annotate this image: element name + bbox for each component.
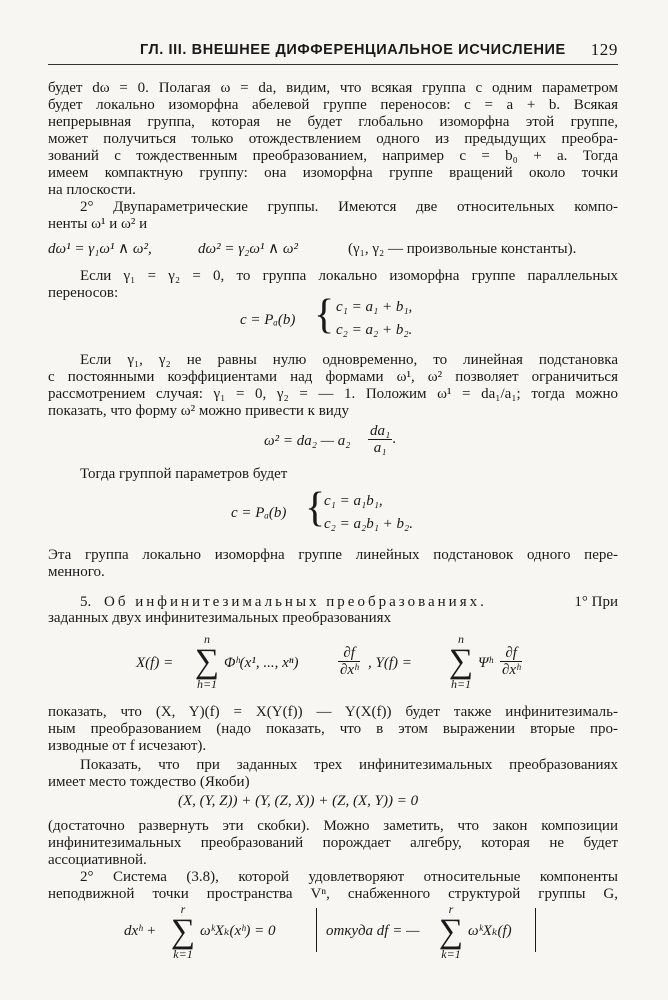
text-line: заданных двух инфинитезимальных преобразованиях xyxy=(48,610,392,626)
sum-lower: k=1 xyxy=(173,947,193,961)
text-line: будет локально изоморфна абелевой группе переносов: c = a + b. Всякая xyxy=(48,97,618,113)
sum-operator xyxy=(438,902,464,962)
text-line: может получиться только отождествлением одного из предыдущих преобра- xyxy=(48,131,618,147)
text-line: рассмотрением случая: γ₁ = 0, γ₂ = — 1. Положим ω¹ = da₁/a₁; тогда можно xyxy=(48,386,618,402)
text-line: ненты ω¹ и ω² и xyxy=(48,216,148,232)
sum-operator xyxy=(194,632,220,692)
text-line: будет dω = 0. Полагая ω = da, видим, что всякая группа с одним параметром xyxy=(48,80,618,96)
text-line: имеет место тождество (Якоби) xyxy=(48,774,250,790)
text-line: Тогда группой параметров будет xyxy=(80,466,288,482)
text-line: с постоянными коэффициентами над формами ω¹, ω² позволяет ограничиться xyxy=(48,369,618,385)
section-title: Об инфинитезимальных преобразованиях. xyxy=(104,594,487,610)
text-line: неподвижной точки пространства Vⁿ, снабженного структурой группы G, xyxy=(48,886,618,902)
fraction: $\frac{\text{da₁}}{\text{a₁}}$ . xyxy=(370,423,396,456)
equation-body: Φʰ(x¹, ..., xⁿ) xyxy=(224,655,299,671)
text-line: зований с тождественным преобразованием, например c = b₀ + a. Тогда xyxy=(48,148,618,164)
running-header xyxy=(48,40,618,62)
fraction-denominator: ∂xʰ xyxy=(502,662,521,678)
equation-dw1: dω¹ = γ₁ω¹ ∧ ω², xyxy=(48,241,152,257)
equation-group-lhs: c = Pₐ(b) xyxy=(231,505,287,521)
fraction-denominator: a₁ xyxy=(373,440,387,456)
sum-lower: h=1 xyxy=(196,677,218,691)
equation-body: ωᵏXₖ(f) xyxy=(468,923,512,939)
sum-lower: h=1 xyxy=(450,677,472,691)
equation-dw2: dω² = γ₂ω¹ ∧ ω² xyxy=(198,241,298,257)
equation-note: откуда df = — xyxy=(326,923,420,939)
text-line: Показать, что при заданных трех инфинитезимальных преобразованиях xyxy=(80,757,618,773)
equation-body: Ψʰ xyxy=(478,655,493,671)
sigma-symbol: ∑ xyxy=(438,913,464,950)
text-line: Если γ₁ = γ₂ = 0, то группа локально изоморфна группе параллельных xyxy=(80,268,618,284)
text-line: 2° Двупараметрические группы. Имеются две относительных компо- xyxy=(80,199,618,215)
chapter-title: ГЛ. III. ВНЕШНЕЕ ДИФФЕРЕНЦИАЛЬНОЕ ИСЧИСЛЕНИЕ xyxy=(140,42,566,58)
left-brace: { xyxy=(305,485,326,531)
sum-operator xyxy=(170,902,196,962)
fraction-denominator: ∂xʰ xyxy=(340,662,359,678)
sum-lower: k=1 xyxy=(441,947,461,961)
equation-yf: , Y(f) = xyxy=(368,655,412,671)
text-line: (достаточно развернуть эти скобки). Можно заметить, что закон композиции xyxy=(48,818,618,834)
sum-upper: n xyxy=(204,632,210,646)
section-subitem: 1° При xyxy=(574,594,618,610)
section-number: 5. xyxy=(80,594,92,610)
text-line: непрерывная группа, которая не будет глобально изоморфна этой группе, xyxy=(48,114,618,130)
sigma-symbol: ∑ xyxy=(448,643,474,680)
text-line: изводные от f исчезают). xyxy=(48,738,207,754)
fraction-numerator: da₁ xyxy=(370,423,391,439)
sum-upper: n xyxy=(458,632,464,646)
equation-note: (γ₁, γ₂ — произвольные константы). xyxy=(348,241,577,257)
sum-upper: r xyxy=(448,902,454,916)
equation-row: c₁ = a₁ + b₁, xyxy=(336,299,413,315)
fraction-numerator: ∂f xyxy=(500,645,522,662)
equation-row: c₂ = a₂ + b₂. xyxy=(336,322,413,338)
sigma-symbol: ∑ xyxy=(170,913,196,950)
text-line: ным преобразованием (надо показать, что в этом выражении вторые про- xyxy=(48,721,618,737)
equation-row: c₁ = a₁b₁, xyxy=(324,493,383,509)
equation-xf: X(f) = xyxy=(136,655,174,671)
text-line: Если γ₁, γ₂ не равны нулю одновременно, то линейная подстановка xyxy=(80,352,618,368)
text-line: менного. xyxy=(48,564,105,580)
text-line: переносов: xyxy=(48,285,119,301)
sigma-symbol: ∑ xyxy=(194,643,220,680)
equation-jacobi: (X, (Y, Z)) + (Y, (Z, X)) + (Z, (X, Y)) = 0 xyxy=(178,793,419,809)
equation-body: ωᵏXₖ(xʰ) = 0 xyxy=(200,923,276,939)
header-rule xyxy=(48,64,618,65)
fraction xyxy=(500,645,522,678)
equation-dx: dxʰ + xyxy=(124,923,157,939)
equation-group-lhs: c = Pₐ(b) xyxy=(240,312,296,328)
fraction-numerator: ∂f xyxy=(338,645,360,662)
equation-row: c₂ = a₂b₁ + b₂. xyxy=(324,516,414,532)
fraction xyxy=(338,645,360,678)
sum-operator xyxy=(448,632,474,692)
page-number: 129 xyxy=(590,40,618,59)
text-line: имеем компактную группу: она изоморфна группе вращений около точки xyxy=(48,165,618,181)
text-line: на плоскости. xyxy=(48,182,136,198)
text-line: инфинитезимальных преобразований порождает алгебру, которая не будет xyxy=(48,835,618,851)
left-brace: { xyxy=(314,292,335,338)
text-line: показать, что форму ω² можно привести к виду xyxy=(48,403,349,419)
text-line: показать, что (X, Y)(f) = X(Y(f)) — Y(X(f)) будет также инфинитезималь- xyxy=(48,704,618,720)
text-line: ассоциативной. xyxy=(48,852,147,868)
text-line: Эта группа локально изоморфна группе линейных подстановок одного пере- xyxy=(48,547,618,563)
text-line: 2° Система (3.8), которой удовлетворяют относительные компоненты xyxy=(80,869,618,885)
sum-upper: r xyxy=(180,902,186,916)
equation-w2: ω² = da₂ — a₂ xyxy=(264,433,351,449)
